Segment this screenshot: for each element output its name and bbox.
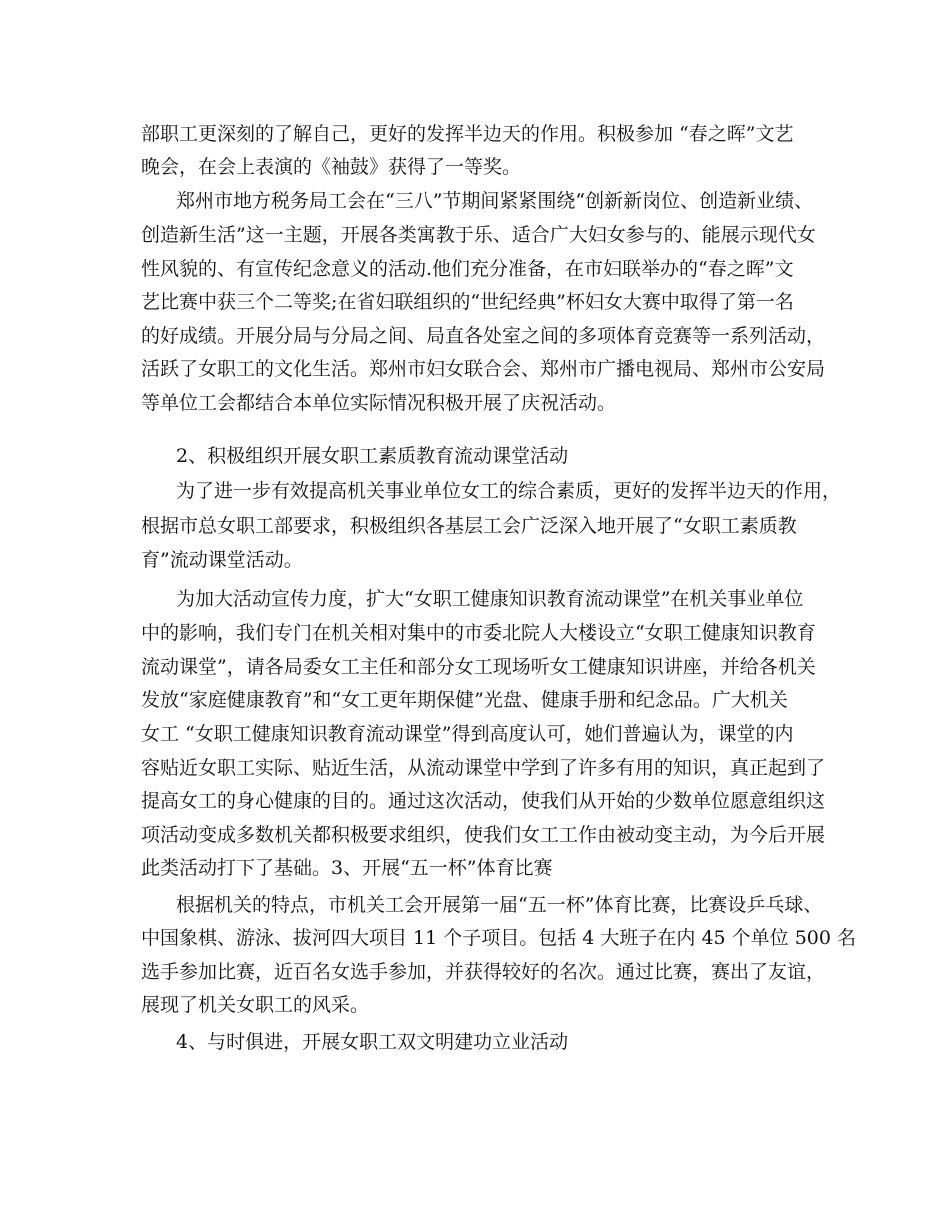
text-line: 晚会，在会上表演的《袖鼓》获得了一等奖。 xyxy=(141,156,522,178)
text-line: 性风貌的、有宣传纪念意义的活动.他们充分准备，在市妇联举办的“春之晖”文 xyxy=(141,258,794,280)
text-line: 部职工更深刻的了解自己，更好的发挥半边天的作用。积极参加 “春之晖”文艺 xyxy=(141,123,794,145)
text-line: 郑州市地方税务局工会在“三八”节期间紧紧围绕“创新新岗位、创造新业绩、 xyxy=(176,190,814,212)
text-line: 根据机关的特点，市机关工会开展第一届“五一杯”体育比赛，比赛设乒乓球、 xyxy=(176,894,823,916)
text-line: 等单位工会都结合本单位实际情况积极开展了庆祝活动。 xyxy=(141,392,617,414)
text-line: 项活动变成多数机关都积极要求组织，使我们女工工作由被动变主动，为今后开展 xyxy=(141,824,826,846)
text-line: 育”流动课堂活动。 xyxy=(141,549,303,571)
text-line: 流动课堂”，请各局委女工主任和部分女工现场听女工健康知识讲座，并给各机关 xyxy=(141,656,816,678)
text-line: 中的影响，我们专门在机关相对集中的市委北院人大楼设立“女职工健康知识教育 xyxy=(141,622,816,644)
text-line: 中国象棋、游泳、拔河四大项目 11 个子项目。包括 4 大班子在内 45 个单位 500 名 xyxy=(141,927,857,949)
text-line: 选手参加比赛，近百名女选手参加，并获得较好的名次。通过比赛，赛出了友谊， xyxy=(141,961,826,983)
text-line: 提高女工的身心健康的目的。通过这次活动，使我们从开始的少数单位愿意组织这 xyxy=(141,790,826,812)
text-line: 为了进一步有效提高机关事业单位女工的综合素质，更好的发挥半边天的作用， xyxy=(176,480,842,502)
section-heading: 4、与时俱进，开展女职工双文明建功立业活动 xyxy=(176,1031,569,1053)
text-line: 创造新生活”这一主题，开展各类寓教于乐、适合广大妇女参与的、能展示现代女 xyxy=(141,224,816,246)
text-line: 活跃了女职工的文化生活。郑州市妇女联合会、郑州市广播电视局、郑州市公安局 xyxy=(141,358,826,380)
text-line: 容贴近女职工实际、贴近生活，从流动课堂中学到了许多有用的知识，真正起到了 xyxy=(141,757,826,779)
text-line: 的好成绩。开展分局与分局之间、局直各处室之间的多项体育竞赛等一系列活动， xyxy=(141,325,826,347)
text-line: 展现了机关女职工的风采。 xyxy=(141,994,370,1016)
text-line: 为加大活动宣传力度，扩大“女职工健康知识教育流动课堂”在机关事业单位 xyxy=(176,588,804,610)
text-line: 此类活动打下了基础。3、开展“五一杯”体育比赛 xyxy=(141,857,553,879)
text-line: 发放“家庭健康教育”和“女工更年期保健”光盘、健康手册和纪念品。广大机关 xyxy=(141,689,788,711)
text-line: 艺比赛中获三个二等奖;在省妇联组织的“世纪经典”杯妇女大赛中取得了第一名 xyxy=(141,291,794,313)
section-heading: 2、积极组织开展女职工素质教育流动课堂活动 xyxy=(176,445,569,467)
text-line: 根据市总女职工部要求，积极组织各基层工会广泛深入地开展了“女职工素质教 xyxy=(141,515,797,537)
text-line: 女工 “女职工健康知识教育流动课堂”得到高度认可，她们普遍认为，课堂的内 xyxy=(141,723,794,745)
